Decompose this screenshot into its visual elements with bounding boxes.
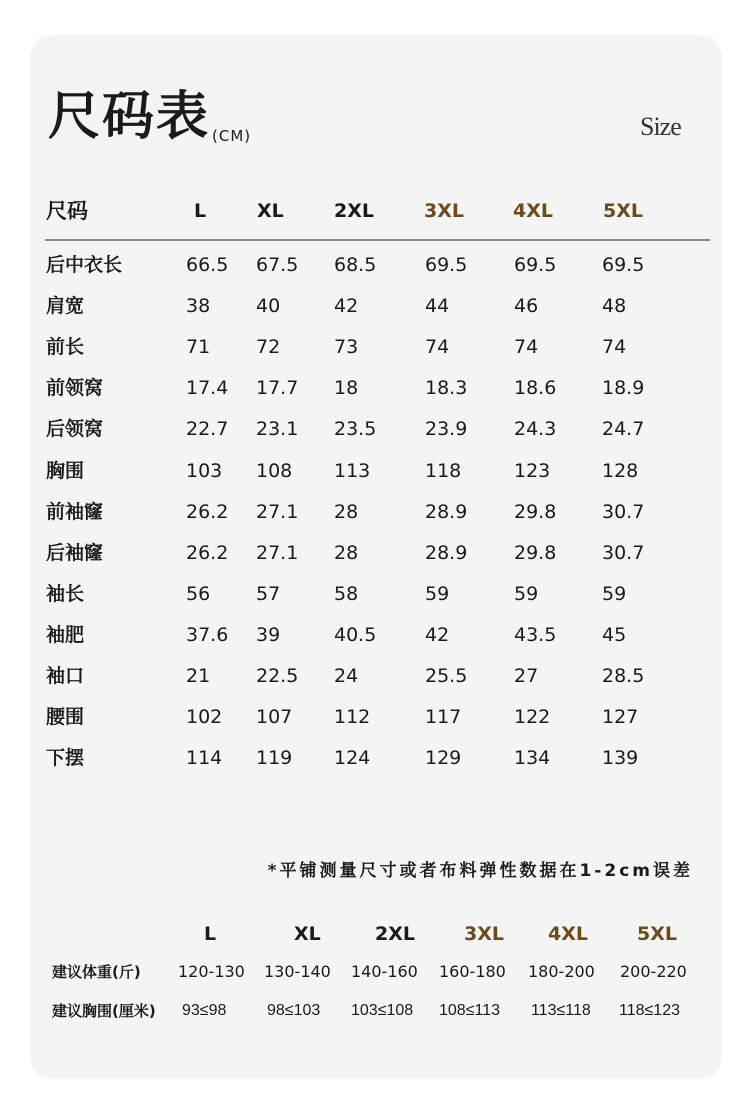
suggest-column-header: L	[204, 923, 217, 945]
suggest-row-label: 建议胸围(厘米)	[52, 1002, 156, 1020]
table-cell: 28.9	[425, 501, 468, 523]
table-cell: 57	[256, 583, 281, 605]
table-cell: 18	[334, 377, 359, 399]
suggest-cell: 200-220	[620, 962, 687, 981]
table-cell: 122	[514, 706, 551, 728]
table-cell: 74	[602, 336, 627, 358]
table-cell: 118	[425, 460, 462, 482]
row-label: 后袖窿	[46, 542, 104, 564]
suggest-column-header: 3XL	[464, 923, 504, 945]
suggest-cell: 120-130	[178, 962, 245, 981]
header-divider	[45, 239, 710, 241]
table-cell: 17.7	[256, 377, 299, 399]
table-cell: 114	[186, 747, 223, 769]
suggest-cell: 118≤123	[619, 1002, 680, 1019]
table-cell: 37.6	[186, 624, 229, 646]
suggest-column-header: 5XL	[637, 923, 677, 945]
table-cell: 59	[514, 583, 539, 605]
table-cell: 42	[425, 624, 450, 646]
row-label: 袖口	[46, 665, 85, 687]
table-cell: 68.5	[334, 254, 377, 276]
table-cell: 69.5	[514, 254, 557, 276]
table-cell: 128	[602, 460, 639, 482]
suggest-column-header: XL	[294, 923, 321, 945]
table-cell: 40.5	[334, 624, 377, 646]
table-cell: 119	[256, 747, 293, 769]
table-cell: 23.9	[425, 418, 468, 440]
suggest-cell: 160-180	[439, 962, 506, 981]
column-header: 5XL	[603, 200, 643, 222]
suggest-cell: 93≤98	[182, 1002, 227, 1019]
table-cell: 59	[602, 583, 627, 605]
table-cell: 74	[514, 336, 539, 358]
column-header: XL	[257, 200, 284, 222]
row-label: 胸围	[46, 460, 85, 482]
row-label: 肩宽	[46, 295, 85, 317]
table-cell: 18.3	[425, 377, 468, 399]
table-cell: 22.7	[186, 418, 229, 440]
table-cell: 27	[514, 665, 539, 687]
table-cell: 69.5	[602, 254, 645, 276]
table-cell: 23.5	[334, 418, 377, 440]
table-cell: 45	[602, 624, 627, 646]
row-label: 后中衣长	[46, 254, 123, 276]
table-cell: 18.9	[602, 377, 645, 399]
suggest-column-header: 2XL	[375, 923, 415, 945]
suggest-cell: 113≤118	[531, 1002, 591, 1019]
table-cell: 23.1	[256, 418, 299, 440]
table-cell: 66.5	[186, 254, 229, 276]
suggest-cell: 180-200	[528, 962, 595, 981]
table-cell: 59	[425, 583, 450, 605]
table-cell: 56	[186, 583, 211, 605]
table-cell: 26.2	[186, 542, 229, 564]
table-cell: 27.1	[256, 501, 299, 523]
suggest-cell: 108≤113	[439, 1002, 500, 1019]
table-cell: 73	[334, 336, 359, 358]
table-cell: 134	[514, 747, 551, 769]
row-label: 前长	[46, 336, 85, 358]
row-label: 前领窝	[46, 377, 104, 399]
table-cell: 123	[514, 460, 551, 482]
table-cell: 24.3	[514, 418, 557, 440]
table-cell: 107	[256, 706, 293, 728]
unit-label: (CM)	[212, 127, 252, 145]
table-cell: 69.5	[425, 254, 468, 276]
suggest-column-header: 4XL	[548, 923, 588, 945]
corner-label: 尺码	[46, 199, 88, 223]
table-cell: 46	[514, 295, 539, 317]
row-label: 腰围	[46, 706, 85, 728]
suggest-cell: 130-140	[264, 962, 331, 981]
table-cell: 24.7	[602, 418, 645, 440]
table-cell: 38	[186, 295, 211, 317]
table-cell: 39	[256, 624, 281, 646]
table-cell: 28.5	[602, 665, 645, 687]
table-cell: 28.9	[425, 542, 468, 564]
table-cell: 26.2	[186, 501, 229, 523]
table-cell: 117	[425, 706, 462, 728]
table-cell: 72	[256, 336, 281, 358]
page-title: 尺码表	[48, 87, 211, 147]
row-label: 袖长	[46, 583, 85, 605]
table-cell: 48	[602, 295, 627, 317]
column-header: L	[194, 200, 207, 222]
table-cell: 113	[334, 460, 371, 482]
table-cell: 25.5	[425, 665, 468, 687]
table-cell: 67.5	[256, 254, 299, 276]
table-cell: 58	[334, 583, 359, 605]
suggest-cell: 98≤103	[267, 1002, 321, 1019]
measurement-note: *平铺测量尺寸或者布料弹性数据在1-2cm误差	[267, 861, 693, 881]
table-cell: 43.5	[514, 624, 557, 646]
table-cell: 17.4	[186, 377, 229, 399]
table-cell: 139	[602, 747, 639, 769]
table-cell: 29.8	[514, 542, 557, 564]
column-header: 2XL	[334, 200, 374, 222]
table-cell: 124	[334, 747, 371, 769]
table-cell: 18.6	[514, 377, 557, 399]
table-cell: 24	[334, 665, 359, 687]
column-header: 3XL	[424, 200, 464, 222]
title-block	[48, 82, 251, 152]
table-cell: 30.7	[602, 542, 645, 564]
table-cell: 29.8	[514, 501, 557, 523]
table-cell: 74	[425, 336, 450, 358]
table-cell: 22.5	[256, 665, 299, 687]
size-word: Size	[640, 112, 681, 141]
table-cell: 30.7	[602, 501, 645, 523]
suggest-row-label: 建议体重(斤)	[52, 963, 141, 981]
table-cell: 28	[334, 501, 359, 523]
table-cell: 103	[186, 460, 223, 482]
table-cell: 129	[425, 747, 462, 769]
table-cell: 21	[186, 665, 211, 687]
table-cell: 102	[186, 706, 223, 728]
table-cell: 40	[256, 295, 281, 317]
row-label: 后领窝	[46, 418, 104, 440]
table-cell: 108	[256, 460, 293, 482]
table-cell: 28	[334, 542, 359, 564]
suggest-cell: 140-160	[351, 962, 418, 981]
suggest-cell: 103≤108	[351, 1002, 414, 1019]
table-cell: 71	[186, 336, 211, 358]
table-cell: 27.1	[256, 542, 299, 564]
row-label: 袖肥	[46, 624, 85, 646]
column-header: 4XL	[513, 200, 553, 222]
table-cell: 127	[602, 706, 639, 728]
row-label: 前袖窿	[46, 501, 104, 523]
table-cell: 112	[334, 706, 371, 728]
table-cell: 42	[334, 295, 359, 317]
table-cell: 44	[425, 295, 450, 317]
row-label: 下摆	[46, 747, 85, 769]
